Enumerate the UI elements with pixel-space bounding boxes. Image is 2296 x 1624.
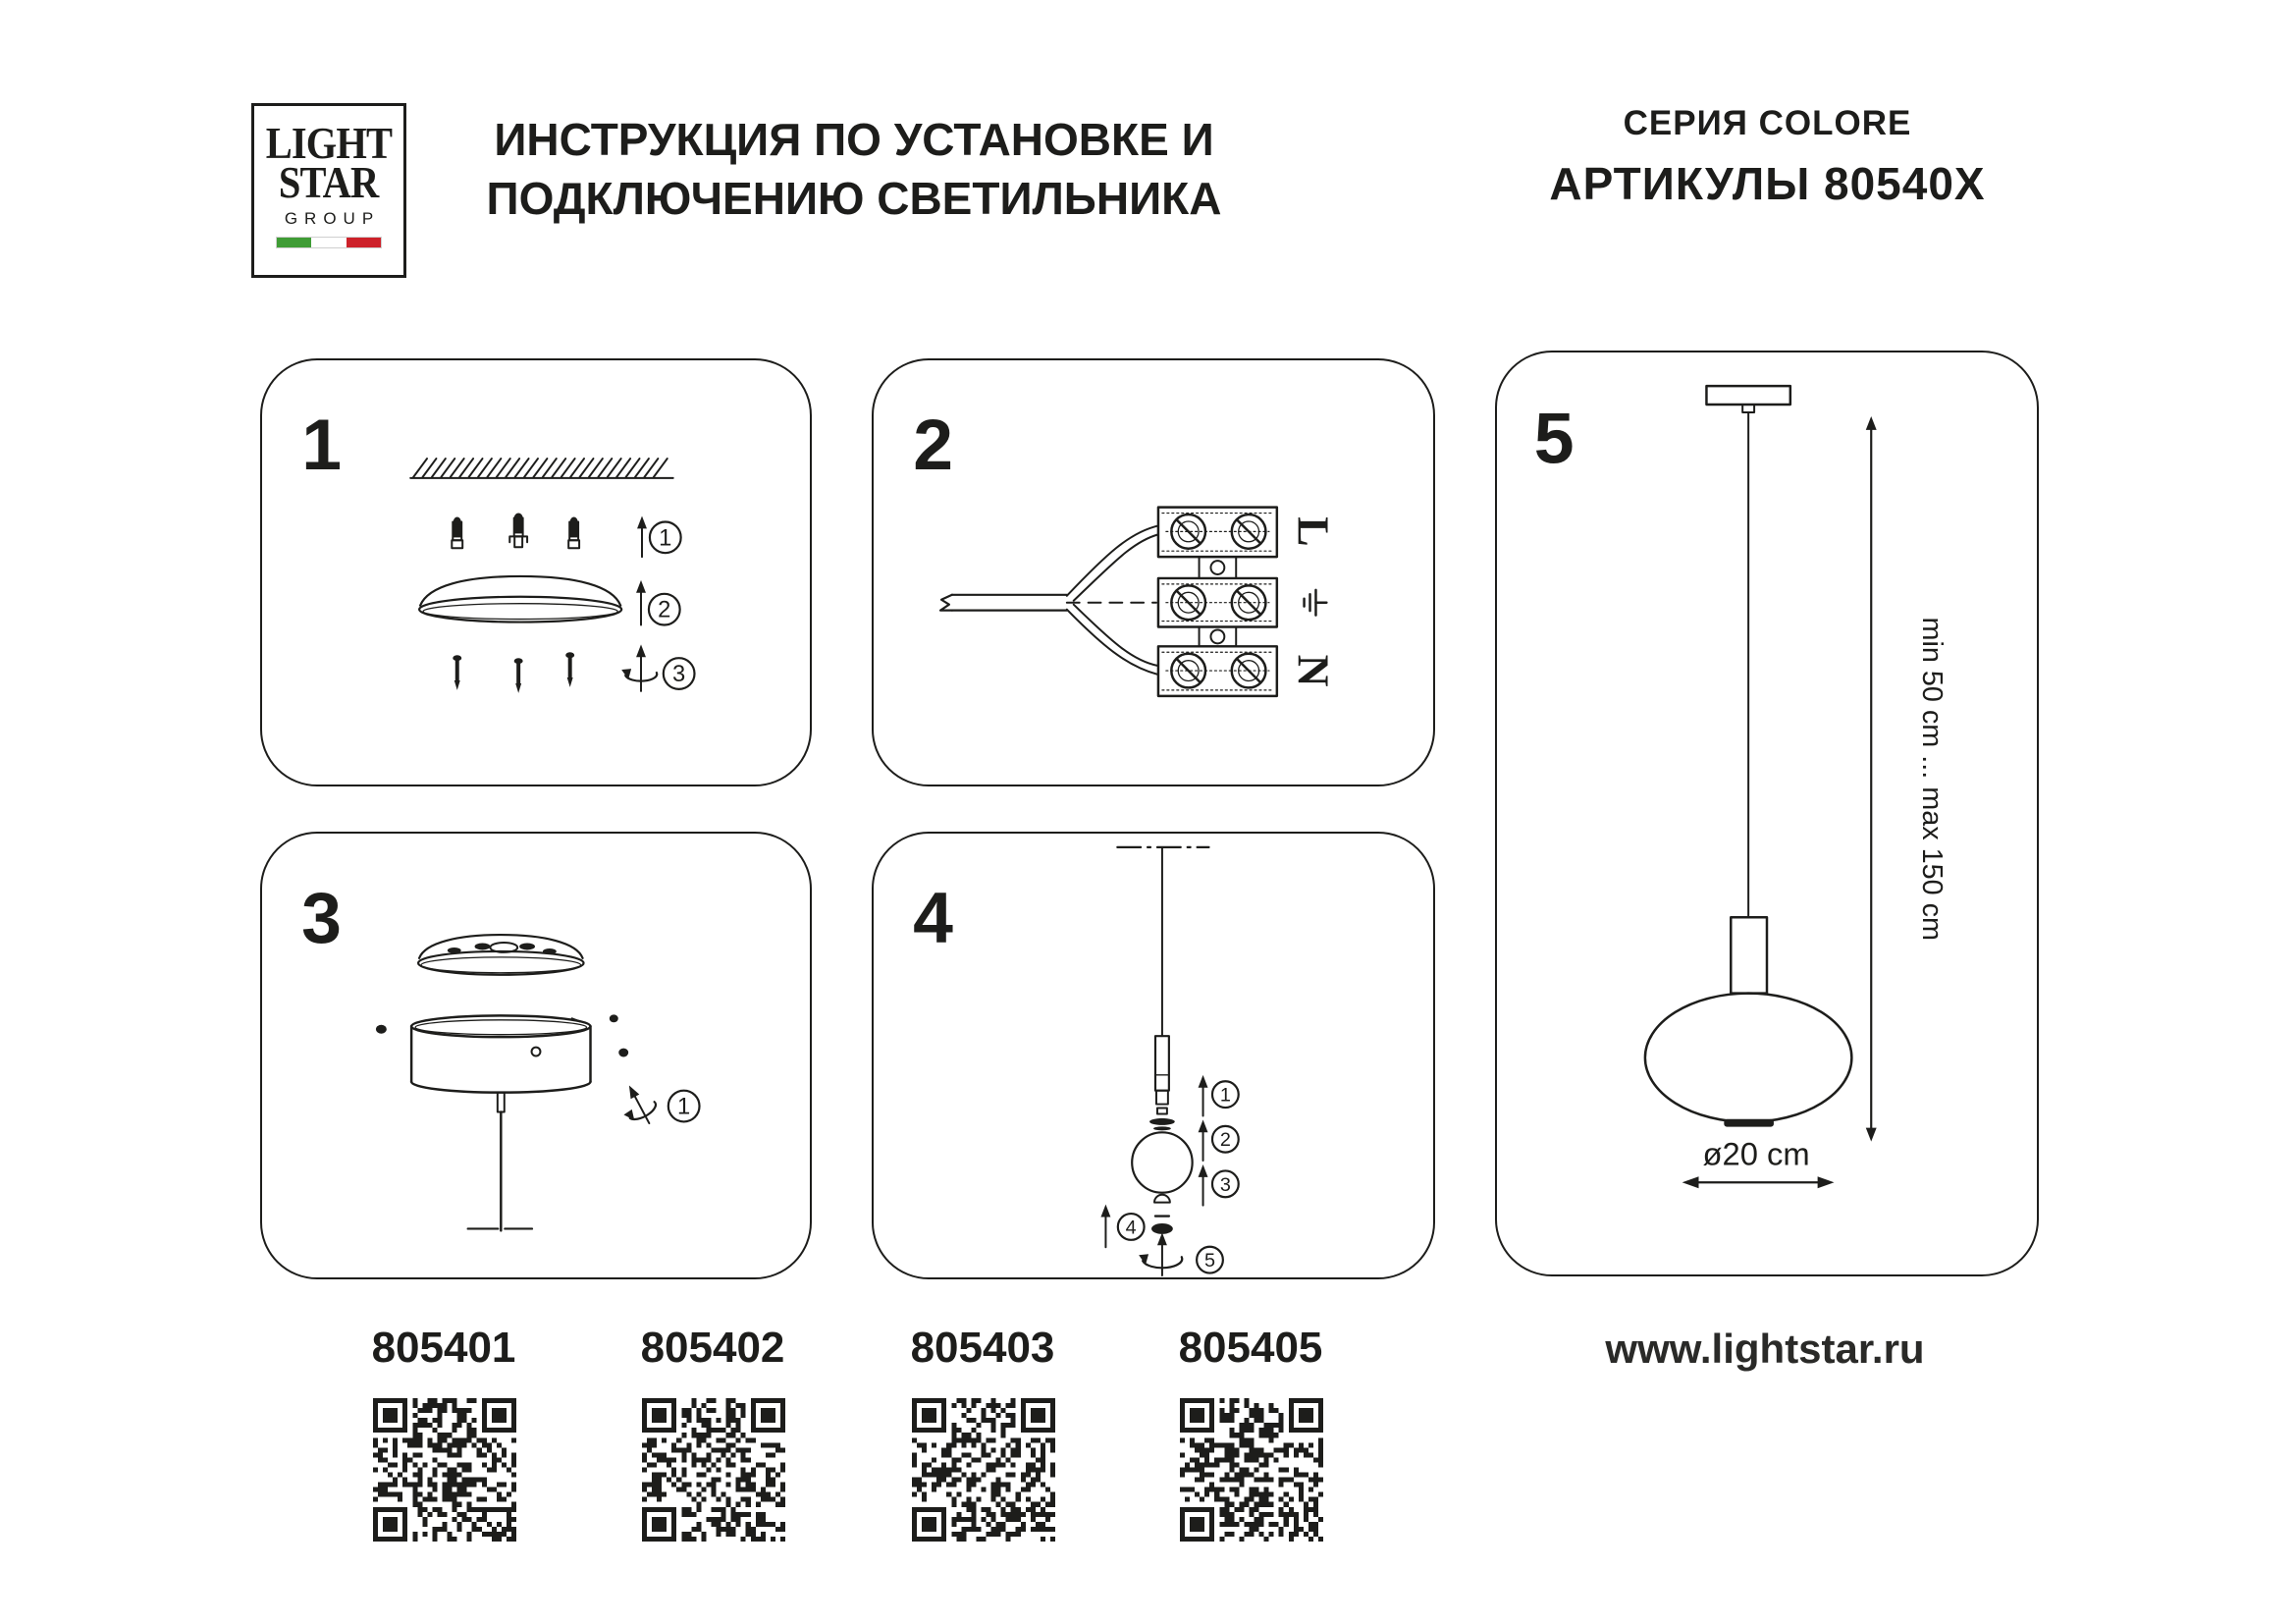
step-panel-5	[1495, 351, 2039, 1276]
flag-red	[347, 238, 381, 247]
terminal-block-N	[1158, 646, 1277, 696]
wall-anchor-icon	[509, 514, 527, 548]
panel-number: 5	[1533, 397, 1575, 479]
step4-arrow	[1100, 1205, 1110, 1248]
website-url: www.lightstar.ru	[1605, 1326, 1925, 1372]
screw-dot	[376, 1025, 387, 1034]
panel1-diagram	[262, 360, 810, 785]
panel5-diagram	[1497, 352, 2037, 1274]
panel4-diagram	[874, 834, 1433, 1277]
retainer-ring	[1153, 1126, 1171, 1130]
step1-marker	[1212, 1081, 1239, 1108]
svg-text:3: 3	[1219, 1173, 1231, 1196]
step1-arrow	[1199, 1075, 1208, 1116]
svg-text:1: 1	[1219, 1084, 1231, 1107]
panel3-diagram	[262, 834, 810, 1277]
step3-marker	[1212, 1170, 1239, 1197]
label-neutral	[1289, 655, 1339, 687]
screw-icon	[565, 652, 574, 687]
step2-marker	[649, 594, 680, 625]
label-live	[1289, 516, 1339, 546]
step-panel-3	[260, 832, 812, 1279]
logo-word-group: GROUP	[284, 209, 381, 228]
step1-marker	[650, 521, 681, 553]
svg-text:4: 4	[1125, 1217, 1137, 1239]
qr-code	[642, 1398, 785, 1542]
flag-green	[277, 238, 311, 247]
step4-marker	[1118, 1214, 1145, 1240]
panel-number: 4	[913, 878, 953, 959]
svg-text:1: 1	[659, 524, 672, 552]
qr-code	[1180, 1398, 1323, 1542]
retainer-ring	[1149, 1118, 1175, 1125]
step5-rotation-icon	[1139, 1232, 1182, 1275]
terminal-strip	[1200, 626, 1237, 646]
step3-marker	[664, 658, 695, 689]
canopy-drawing	[419, 576, 621, 623]
tighten-rotation-icon	[613, 1078, 663, 1131]
step1-arrow	[637, 516, 647, 558]
series-header	[1544, 104, 1991, 210]
terminal-strip	[1200, 557, 1237, 578]
logo-word-light: LIGHT	[265, 118, 393, 168]
article-column	[605, 1324, 821, 1373]
step-panel-2	[872, 358, 1435, 786]
suspension-rod	[468, 1093, 532, 1231]
svg-text:5: 5	[1203, 1250, 1216, 1272]
wall-anchor-icon	[452, 517, 462, 549]
screw-icon	[514, 658, 523, 693]
svg-text:3: 3	[672, 660, 686, 687]
article-code: 805405	[1178, 1324, 1323, 1372]
tighten-rotation-icon	[621, 644, 657, 691]
small-parts	[1151, 1195, 1173, 1234]
step3-arrow	[1199, 1164, 1208, 1206]
wall-anchor-icon	[568, 517, 579, 549]
terminal-block-L	[1158, 508, 1277, 558]
height-dimension	[1866, 416, 1948, 1142]
screw-icon	[453, 655, 461, 690]
diameter-dimension	[1682, 1135, 1835, 1188]
page-title-line2: ПОДКЛЮЧЕНИЮ СВЕТИЛЬНИКА	[486, 173, 1222, 224]
mains-cable	[940, 595, 1156, 611]
terminal-block-ground	[1158, 578, 1277, 627]
flag-white	[311, 238, 346, 247]
svg-text:L: L	[1288, 516, 1339, 547]
article-column	[1143, 1324, 1359, 1373]
qr-code	[912, 1398, 1055, 1542]
step2-arrow	[636, 580, 646, 625]
step-panel-1	[260, 358, 812, 786]
diameter-label: ø20 cm	[1702, 1135, 1810, 1172]
glass-globe	[1132, 1132, 1192, 1192]
svg-text:2: 2	[1219, 1129, 1231, 1152]
article-column	[336, 1324, 552, 1373]
svg-text:N: N	[1288, 654, 1339, 687]
article-code: 805402	[640, 1324, 785, 1372]
series-name: СЕРИЯ COLORE	[1623, 104, 1912, 142]
lightstar-logo	[251, 103, 406, 278]
screw-dot	[618, 1049, 628, 1057]
step2-arrow	[1199, 1119, 1208, 1161]
logo-word-star: STAR	[279, 157, 379, 207]
lamp-body	[411, 1015, 590, 1092]
panel2-diagram	[874, 360, 1433, 785]
qr-code	[373, 1398, 516, 1542]
articles-heading: АРТИКУЛЫ 80540X	[1549, 158, 1986, 209]
panel-number: 1	[301, 404, 342, 485]
article-code: 805403	[910, 1324, 1055, 1372]
panel-number: 3	[301, 878, 342, 959]
screw-dot	[610, 1014, 618, 1022]
ceiling-hatch	[410, 459, 673, 478]
article-code: 805401	[371, 1324, 516, 1372]
italian-flag-stripe	[276, 237, 382, 248]
step5-marker	[1197, 1247, 1223, 1273]
article-column	[875, 1324, 1091, 1373]
ground-symbol	[1305, 590, 1327, 616]
canopy-top	[418, 935, 584, 975]
wires	[1067, 525, 1158, 675]
page-title	[412, 110, 1296, 228]
cord-fitting	[1155, 1036, 1169, 1113]
pendant-lamp-drawing	[1645, 386, 1851, 1127]
step2-marker	[1212, 1126, 1239, 1153]
page-title-line1: ИНСТРУКЦИЯ ПО УСТАНОВКЕ И	[494, 114, 1214, 165]
step-panel-4	[872, 832, 1435, 1279]
svg-text:2: 2	[658, 596, 671, 623]
svg-text:1: 1	[677, 1093, 691, 1120]
panel-number: 2	[913, 404, 954, 485]
step1-marker	[668, 1091, 700, 1122]
height-range-label: min 50 cm ... max 150 cm	[1915, 617, 1948, 941]
